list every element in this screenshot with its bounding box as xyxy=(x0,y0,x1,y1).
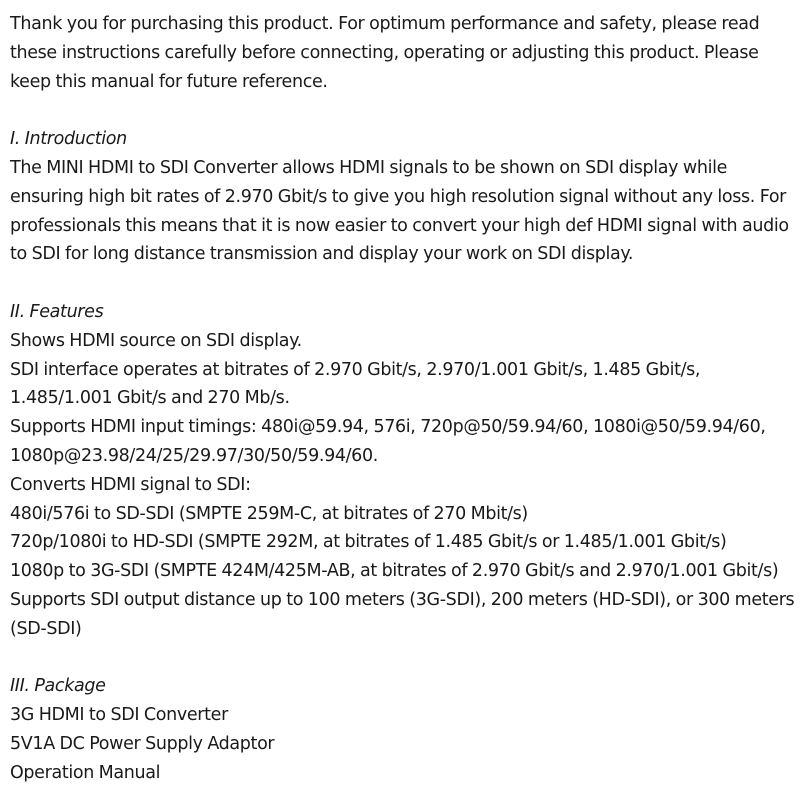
spacer xyxy=(10,96,795,125)
feature-item: Supports HDMI input timings: 480i@59.94, 576i, 720p@50/59.94/60, 1080i@50/59.94/60, 1080p@23.98/24/25/29.97/30/50/59.94/60. xyxy=(10,417,766,466)
feature-item: SDI interface operates at bitrates of 2.970 Gbit/s, 2.970/1.001 Gbit/s, 1.485 Gbit/s, 1.485/1.001 Gbit/s and 270 Mb/s. xyxy=(10,359,701,409)
feature-item: 720p/1080i to HD-SDI (SMPTE 292M, at bitrates of 1.485 Gbit/s or 1.485/1.001 Gbit/s) xyxy=(10,532,727,553)
feature-item: Supports SDI output distance up to 100 meters (3G-SDI), 200 meters (HD-SDI), or 300 meters (SD-SDI) xyxy=(10,589,795,639)
package-heading: III. Package xyxy=(10,676,106,697)
introduction-heading: I. Introduction xyxy=(10,129,127,150)
intro-paragraph: Thank you for purchasing this product. For optimum performance and safety, please read these instructions carefully before connecting, operating or adjusting this product. Please keep this manual for future reference. xyxy=(10,14,760,92)
spacer xyxy=(10,269,795,298)
feature-item: 480i/576i to SD-SDI (SMPTE 259M-C, at bitrates of 270 Mbit/s) xyxy=(10,503,528,524)
feature-item: Converts HDMI signal to SDI: xyxy=(10,474,251,495)
package-item: Operation Manual xyxy=(10,762,161,783)
spacer xyxy=(10,644,795,673)
introduction-body: The MINI HDMI to SDI Converter allows HDMI signals to be shown on SDI display while ensuring high bit rates of 2.970 Gbit/s to give you high resolution signal without any loss. For professionals this means that it is now easier to convert your high def HDMI signal with audio to SDI for long distance transmission and display your work on SDI display. xyxy=(10,157,789,265)
features-heading: II. Features xyxy=(10,301,104,322)
feature-item: 1080p to 3G-SDI (SMPTE 424M/425M-AB, at bitrates of 2.970 Gbit/s and 2.970/1.001 Gbit/s) xyxy=(10,561,779,582)
manual-page xyxy=(10,10,795,788)
feature-item: Shows HDMI source on SDI display. xyxy=(10,330,302,351)
package-item: 5V1A DC Power Supply Adaptor xyxy=(10,733,275,754)
package-item: 3G HDMI to SDI Converter xyxy=(10,705,228,726)
